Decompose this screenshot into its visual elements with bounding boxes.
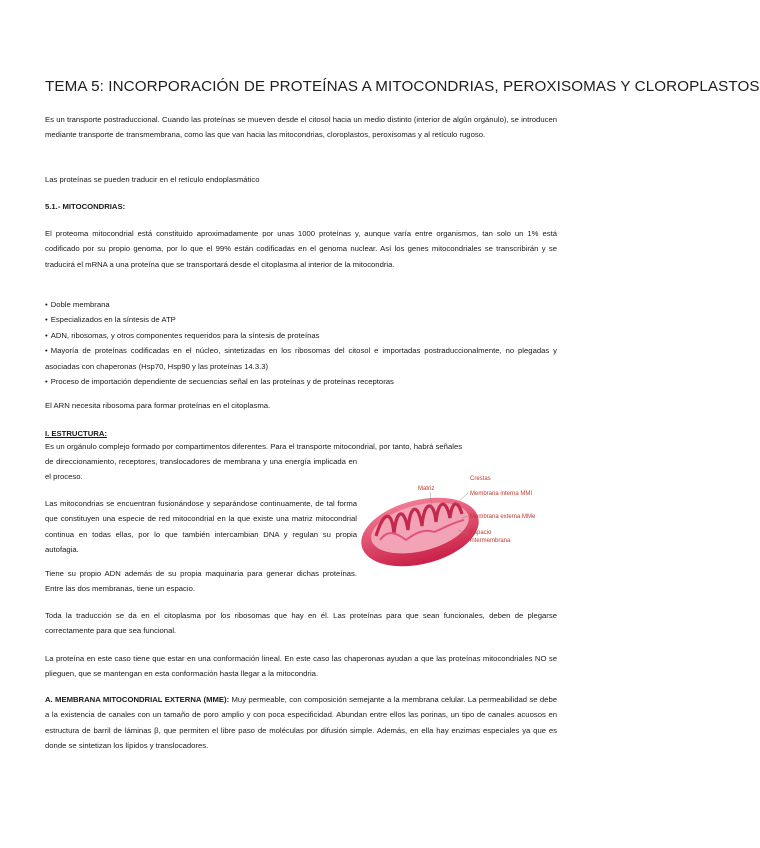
mitochondrion-body: [354, 486, 486, 577]
label-matrix: Matriz: [418, 486, 435, 492]
intro-paragraph: Es un transporte postraduccional. Cuando las proteínas se mueven desde el citosol hacia un medio distinto (interior de algún orgánulo), se introducen mediante transporte de transmembrana, como las que van hacia las mitocondrias, cloroplastos, peroxisomas y al retículo rugoso.: [45, 115, 557, 140]
structure-paragraph-1a: Es un orgánulo complejo formado por compartimentos diferentes. Para el transporte mitocondrial, por tanto, habrá señales: [45, 442, 463, 451]
er-translation-line: Las proteínas se pueden traducir en el retículo endoplasmático: [45, 175, 260, 184]
features-list: [45, 297, 557, 389]
list-item: • Especializados en la síntesis de ATP: [45, 315, 176, 325]
translation-paragraph: Toda la traducción se da en el citoplasma por los ribosomas que hay en él. Las proteínas para que sean funcionales, deben de plegarse correctamente para que sea funcional.: [45, 611, 557, 636]
chaperones-paragraph: La proteína en este caso tiene que estar en una conformación lineal. En este caso las chaperonas ayudan a que las proteínas mitocondriales NO se plieguen, que se mantengan en esta conformación hasta llegar a la mitocondria.: [45, 654, 557, 679]
mitochondrion-diagram: [358, 470, 558, 580]
arn-line: El ARN necesita ribosoma para formar proteínas en el citoplasma.: [45, 401, 271, 410]
list-item: • Proceso de importación dependiente de secuencias señal en las proteínas y de proteínas receptoras: [45, 377, 394, 387]
structure-paragraph-1b: de direccionamiento, receptores, translocadores de membrana y una energía implicada en el proceso.: [45, 457, 357, 482]
page-title: TEMA 5: INCORPORACIÓN DE PROTEÍNAS A MITOCONDRIAS, PEROXISOMAS Y CLOROPLASTOS: [45, 78, 760, 95]
label-outer-membrane: Membrana externa MMe: [470, 514, 536, 520]
list-item: • ADN, ribosomas, y otros componentes requeridos para la síntesis de proteínas: [45, 330, 320, 340]
mme-heading: A. MEMBRANA MITOCONDRIAL EXTERNA (MME):: [45, 695, 230, 704]
section-heading-mitochondria: 5.1.- MITOCONDRIAS:: [45, 202, 126, 211]
structure-paragraph-3: Tiene su propio ADN además de su propia maquinaria para generar dichas proteínas. Entre las dos membranas, tiene un espacio.: [45, 569, 357, 594]
label-intermembrane-space-1: Espacio: [470, 530, 492, 536]
list-item: • Mayoría de proteínas codificadas en el núcleo, sintetizadas en los ribosomas del citosol e importadas postraduccionalmente, no plegadas y asociadas con chaperonas (Hsp70, Hsp90 y las proteínas 14.3.3): [45, 346, 557, 371]
label-inner-membrane: Membrana interna MMI: [470, 491, 533, 497]
mme-body: Muy permeable, con composición semejante a la membrana celular. La permeabilidad se debe a la existencia de canales con un tamaño de poro amplio y con poca especificidad. Abundan entre ellos las porinas, un tipo de canales acuosos en estructura de barril de láminas β, que permiten el libre paso de moléculas por difusión simple. Además, en ella hay enzimas especiales ya que es donde se sintetizan los lípidos y translocadores.: [45, 695, 557, 751]
structure-paragraph-2: Las mitocondrias se encuentran fusionándose y separándose continuamente, de tal forma que constituyen una especie de red mitocondrial en la que existe una matriz mitocondrial continua en todas ellas, por lo que también intercambian DNA y regulan su propia autofagia.: [45, 499, 357, 555]
proteome-paragraph: El proteoma mitocondrial está constituido aproximadamente por unas 1000 proteínas y, aunque varía entre organismos, tan solo un 1% está codificado por su propio genoma, por lo que el 99% están codificadas en el genoma nuclear. Así los genes mitocondriales se transcribirán y se traducirá el mRNA a una proteína que se transportará desde el citoplasma al interior de la mitocondria.: [45, 229, 557, 269]
section-heading-structure: I. ESTRUCTURA:: [45, 429, 107, 438]
mme-paragraph: [45, 692, 557, 754]
label-cristae: Crestas: [470, 476, 491, 482]
label-intermembrane-space-2: intermembrana: [470, 538, 511, 544]
list-item: • Doble membrana: [45, 300, 110, 309]
